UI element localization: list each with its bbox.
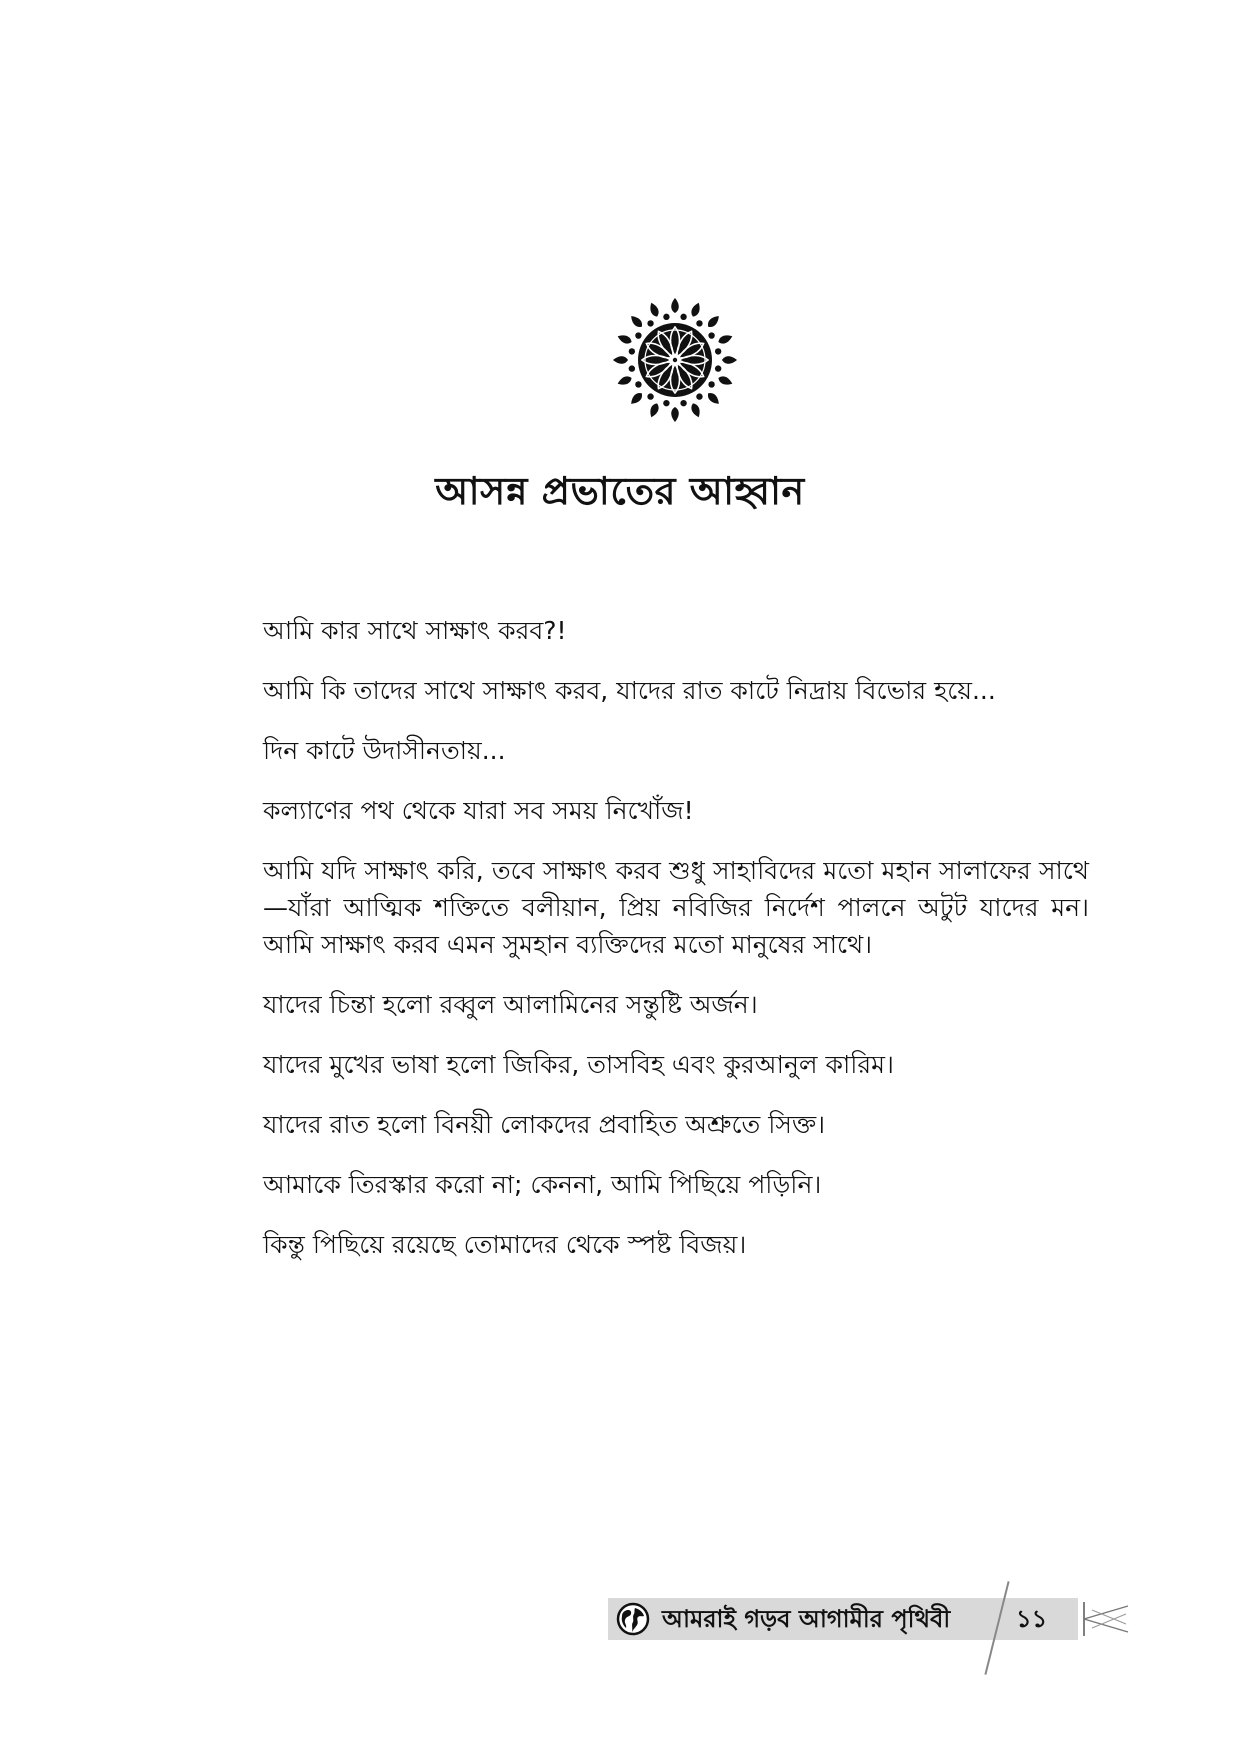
mandala-flower-icon xyxy=(610,295,740,425)
paragraph: আমি কি তাদের সাথে সাক্ষাৎ করব, যাদের রাত কাটে নিদ্রায় বিভোর হয়ে... xyxy=(263,676,996,705)
footer-book-title: আমরাই গড়ব আগামীর পৃথিবী xyxy=(662,1605,951,1633)
paragraph: যাদের মুখের ভাষা হলো জিকির, তাসবিহ এবং কুরআনুল কারিম। xyxy=(263,1050,894,1079)
paragraph: কল্যাণের পথ থেকে যারা সব সময় নিখোঁজ! xyxy=(263,796,694,825)
body-text xyxy=(263,612,1089,1286)
chapter-title: আসন্ন প্রভাতের আহ্বান xyxy=(435,468,805,513)
paragraph: যাদের রাত হলো বিনয়ী লোকদের প্রবাহিত অশ্রুতে সিক্ত। xyxy=(263,1110,826,1139)
paragraph: দিন কাটে উদাসীনতায়... xyxy=(263,736,506,765)
paragraph: আমি যদি সাক্ষাৎ করি, তবে সাক্ষাৎ করব শুধু সাহাবিদের মতো মহান সালাফের সাথে—যাঁরা আত্মিক শক্তিতে বলীয়ান, প্রিয় নবিজির নির্দেশ পালনে অটুট যাদের মন। আমি সাক্ষাৎ করব এমন সুমহান ব্যক্তিদের মতো মানুষের সাথে। xyxy=(263,856,1089,959)
paragraph: যাদের চিন্তা হলো রব্বুল আলামিনের সন্তুষ্টি অর্জন। xyxy=(263,990,758,1019)
paragraph: আমি কার সাথে সাক্ষাৎ করব?! xyxy=(263,616,567,645)
paragraph: কিন্তু পিছিয়ে রয়েছে তোমাদের থেকে স্পষ্ট বিজয়। xyxy=(263,1230,747,1259)
page-footer xyxy=(608,1598,1132,1640)
page-number: ১১ xyxy=(1016,1605,1048,1633)
globe-icon xyxy=(616,1602,650,1636)
paragraph: আমাকে তিরস্কার করো না; কেননা, আমি পিছিয়ে পড়িনি। xyxy=(263,1170,822,1199)
page-corner-decoration xyxy=(1082,1600,1130,1638)
